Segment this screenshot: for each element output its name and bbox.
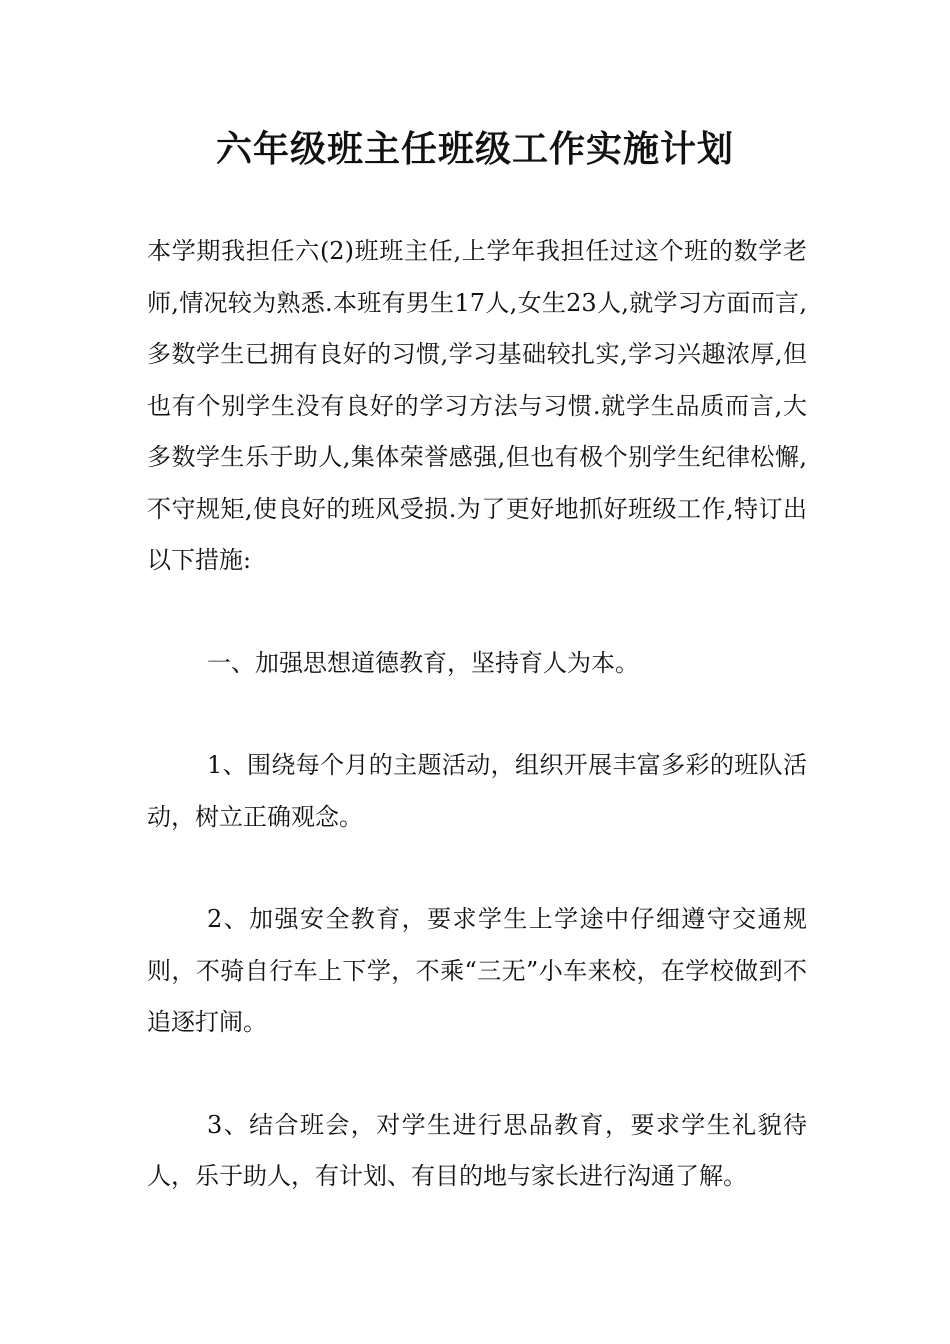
intro-paragraph: 本学期我担任六(2)班班主任,上学年我担任过这个班的数学老师,情况较为熟悉.本班有男生17人,女生23人,就学习方面而言,多数学生已拥有良好的习惯,学习基础较扎实,学习兴趣浓厚,但也有个别学生没有良好的学习方法与习惯.就学生品质而言,大多数学生乐于助人,集体荣誉感强,但也有极个别学生纪律松懈,不守规矩,使良好的班风受损.为了更好地抓好班级工作,特订出以下措施: xyxy=(147,237,807,574)
document-title: 六年级班主任班级工作实施计划 xyxy=(215,129,734,170)
list-item: 2、加强安全教育，要求学生上学途中仔细遵守交通规则，不骑自行车上下学，不乘“三无”小车来校，在学校做到不追逐打闹。 xyxy=(147,905,807,1036)
section-heading: 一、加强思想道德教育，坚持育人为本。 xyxy=(207,648,639,677)
list-item: 3、结合班会，对学生进行思品教育，要求学生礼貌待人，乐于助人，有计划、有目的地与家长进行沟通了解。 xyxy=(147,1110,807,1190)
document-body xyxy=(147,226,807,1254)
list-item: 1、围绕每个月的主题活动，组织开展丰富多彩的班队活动，树立正确观念。 xyxy=(147,751,807,831)
